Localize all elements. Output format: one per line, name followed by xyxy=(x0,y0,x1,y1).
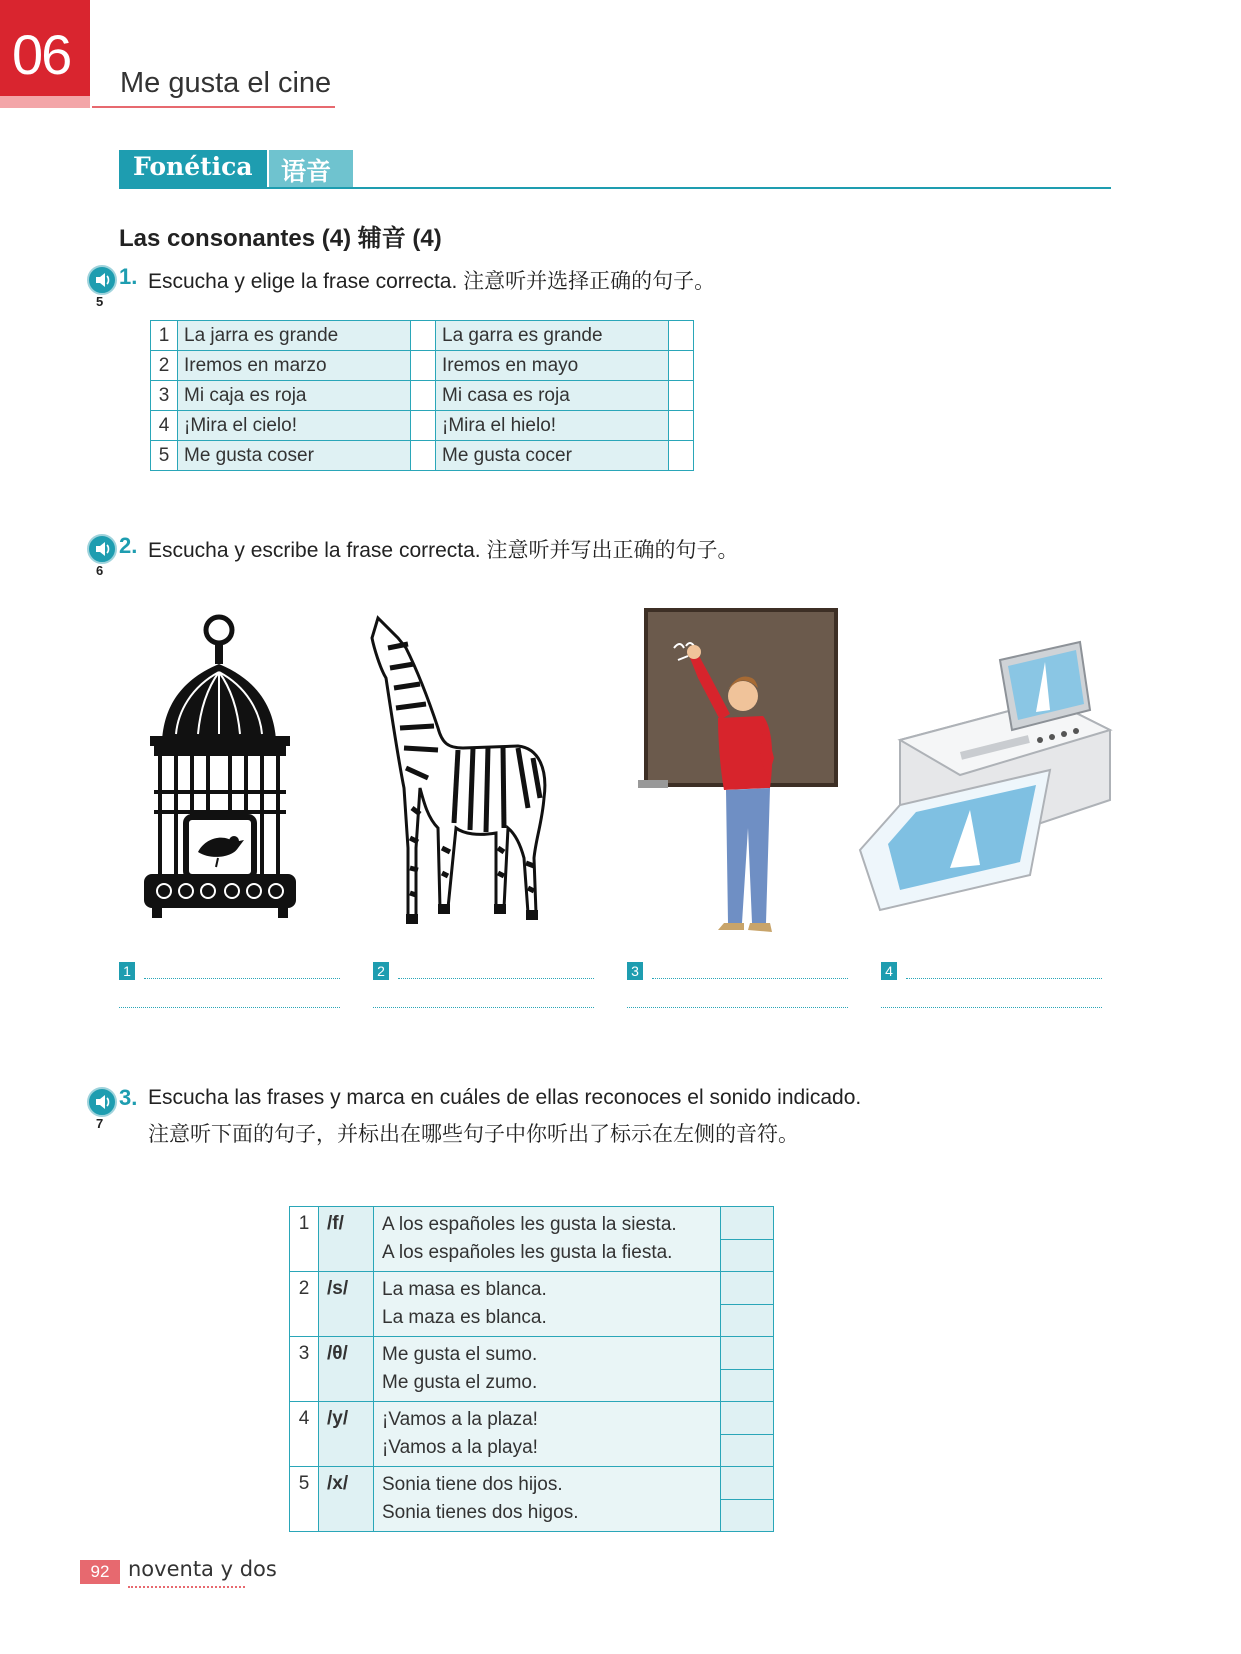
choice-row xyxy=(151,441,694,471)
sound-symbol: /s/ xyxy=(319,1272,374,1337)
sound-row xyxy=(290,1337,774,1370)
sentence-1: Sonia tiene dos hijos. xyxy=(382,1474,563,1495)
checkbox-b[interactable] xyxy=(669,441,694,471)
answer-line[interactable] xyxy=(398,978,594,980)
sentence-1: La masa es blanca. xyxy=(382,1279,547,1300)
mark-box-2[interactable] xyxy=(721,1499,774,1532)
sound-row xyxy=(290,1467,774,1500)
mark-box-2[interactable] xyxy=(721,1239,774,1272)
sound-row xyxy=(290,1207,774,1240)
birdcage-illustration xyxy=(136,612,306,922)
boy-at-blackboard-illustration xyxy=(638,608,844,948)
checkbox-a[interactable] xyxy=(411,351,436,381)
row-number: 3 xyxy=(151,381,178,411)
sentence-pair xyxy=(374,1337,721,1402)
chapter-title: Me gusta el cine xyxy=(120,67,332,99)
row-number: 1 xyxy=(151,321,178,351)
choice-table xyxy=(150,320,694,471)
sentence-pair xyxy=(374,1272,721,1337)
row-number: 2 xyxy=(151,351,178,381)
exercise-number: 3. xyxy=(119,1085,138,1110)
audio-icon[interactable] xyxy=(87,265,117,295)
mark-box-1[interactable] xyxy=(721,1467,774,1500)
sentence-pair xyxy=(374,1402,721,1467)
answer-line[interactable] xyxy=(144,978,340,980)
row-number: 5 xyxy=(290,1467,319,1532)
track-number: 6 xyxy=(96,563,104,578)
checkbox-a[interactable] xyxy=(411,441,436,471)
mark-box-2[interactable] xyxy=(721,1304,774,1337)
mark-box-1[interactable] xyxy=(721,1337,774,1370)
mark-box-2[interactable] xyxy=(721,1434,774,1467)
sentence-1: A los españoles les gusta la siesta. xyxy=(382,1214,677,1235)
chapter-tab-strip xyxy=(0,96,90,108)
choice-row xyxy=(151,411,694,441)
exercise-instruction: Escucha y elige la frase correcta. 注意听并选择正确的句子。 xyxy=(148,270,716,293)
answer-number: 4 xyxy=(881,962,897,980)
mark-box-2[interactable] xyxy=(721,1369,774,1402)
exercise-instruction: Escucha las frases y marca en cuáles de ellas reconoces el sonido indicado. xyxy=(148,1086,862,1109)
mark-box-1[interactable] xyxy=(721,1402,774,1435)
answer-line[interactable] xyxy=(881,1007,1102,1009)
option-a: ¡Mira el cielo! xyxy=(178,411,411,441)
option-a: Iremos en marzo xyxy=(178,351,411,381)
row-number: 4 xyxy=(290,1402,319,1467)
section-title: Fonética xyxy=(133,152,253,181)
page-number-underline xyxy=(128,1586,245,1588)
sentence-2: A los españoles les gusta la fiesta. xyxy=(382,1242,673,1263)
option-b: Me gusta cocer xyxy=(436,441,669,471)
page-number-words: noventa y dos xyxy=(128,1557,277,1581)
row-number: 2 xyxy=(290,1272,319,1337)
answer-number: 3 xyxy=(627,962,643,980)
page-number: 92 xyxy=(80,1560,120,1584)
option-a: La jarra es grande xyxy=(178,321,411,351)
checkbox-b[interactable] xyxy=(669,381,694,411)
mark-box-1[interactable] xyxy=(721,1272,774,1305)
checkbox-b[interactable] xyxy=(669,411,694,441)
sound-symbol: /θ/ xyxy=(319,1337,374,1402)
row-number: 4 xyxy=(151,411,178,441)
zebra-illustration xyxy=(368,608,564,938)
sentence-2: Sonia tienes dos higos. xyxy=(382,1502,579,1523)
option-b: ¡Mira el hielo! xyxy=(436,411,669,441)
sentence-1: ¡Vamos a la plaza! xyxy=(382,1409,538,1430)
checkbox-a[interactable] xyxy=(411,321,436,351)
mark-box-1[interactable] xyxy=(721,1207,774,1240)
answer-number: 1 xyxy=(119,962,135,980)
sound-symbol: /y/ xyxy=(319,1402,374,1467)
choice-row xyxy=(151,381,694,411)
option-a: Me gusta coser xyxy=(178,441,411,471)
sentence-1: Me gusta el sumo. xyxy=(382,1344,538,1365)
track-number: 7 xyxy=(96,1116,104,1131)
photo-printer-illustration xyxy=(840,640,1130,920)
choice-row xyxy=(151,351,694,381)
exercise-number: 1. xyxy=(119,264,138,289)
option-b: Mi casa es roja xyxy=(436,381,669,411)
answer-line[interactable] xyxy=(119,1007,340,1009)
answer-line[interactable] xyxy=(906,978,1102,980)
row-number: 1 xyxy=(290,1207,319,1272)
answer-line[interactable] xyxy=(652,978,848,980)
sound-row xyxy=(290,1272,774,1305)
subheading: Las consonantes (4) 辅音 (4) xyxy=(119,225,442,252)
audio-icon[interactable] xyxy=(87,534,117,564)
track-number: 5 xyxy=(96,294,104,309)
choice-row xyxy=(151,321,694,351)
chapter-number: 06 xyxy=(12,23,71,86)
sentence-2: ¡Vamos a la playa! xyxy=(382,1437,538,1458)
checkbox-b[interactable] xyxy=(669,351,694,381)
option-b: Iremos en mayo xyxy=(436,351,669,381)
row-number: 3 xyxy=(290,1337,319,1402)
sound-row xyxy=(290,1402,774,1435)
option-b: La garra es grande xyxy=(436,321,669,351)
sound-symbol: /f/ xyxy=(319,1207,374,1272)
answer-line[interactable] xyxy=(627,1007,848,1009)
row-number: 5 xyxy=(151,441,178,471)
exercise-instruction-zh: 注意听下面的句子，并标出在哪些句子中你听出了标示在左侧的音符。 xyxy=(148,1123,799,1146)
audio-icon[interactable] xyxy=(87,1087,117,1117)
checkbox-b[interactable] xyxy=(669,321,694,351)
answer-line[interactable] xyxy=(373,1007,594,1009)
sentence-pair xyxy=(374,1207,721,1272)
chapter-title-underline xyxy=(92,106,335,108)
option-a: Mi caja es roja xyxy=(178,381,411,411)
checkbox-a[interactable] xyxy=(411,411,436,441)
sentence-2: Me gusta el zumo. xyxy=(382,1372,538,1393)
exercise-number: 2. xyxy=(119,533,138,558)
sound-symbol: /x/ xyxy=(319,1467,374,1532)
sound-table xyxy=(289,1206,774,1532)
answer-number: 2 xyxy=(373,962,389,980)
sentence-2: La maza es blanca. xyxy=(382,1307,547,1328)
section-divider xyxy=(119,187,1111,189)
section-title-zh: 语音 xyxy=(281,157,332,186)
sentence-pair xyxy=(374,1467,721,1532)
exercise-instruction: Escucha y escribe la frase correcta. 注意听并写出正确的句子。 xyxy=(148,539,739,562)
checkbox-a[interactable] xyxy=(411,381,436,411)
